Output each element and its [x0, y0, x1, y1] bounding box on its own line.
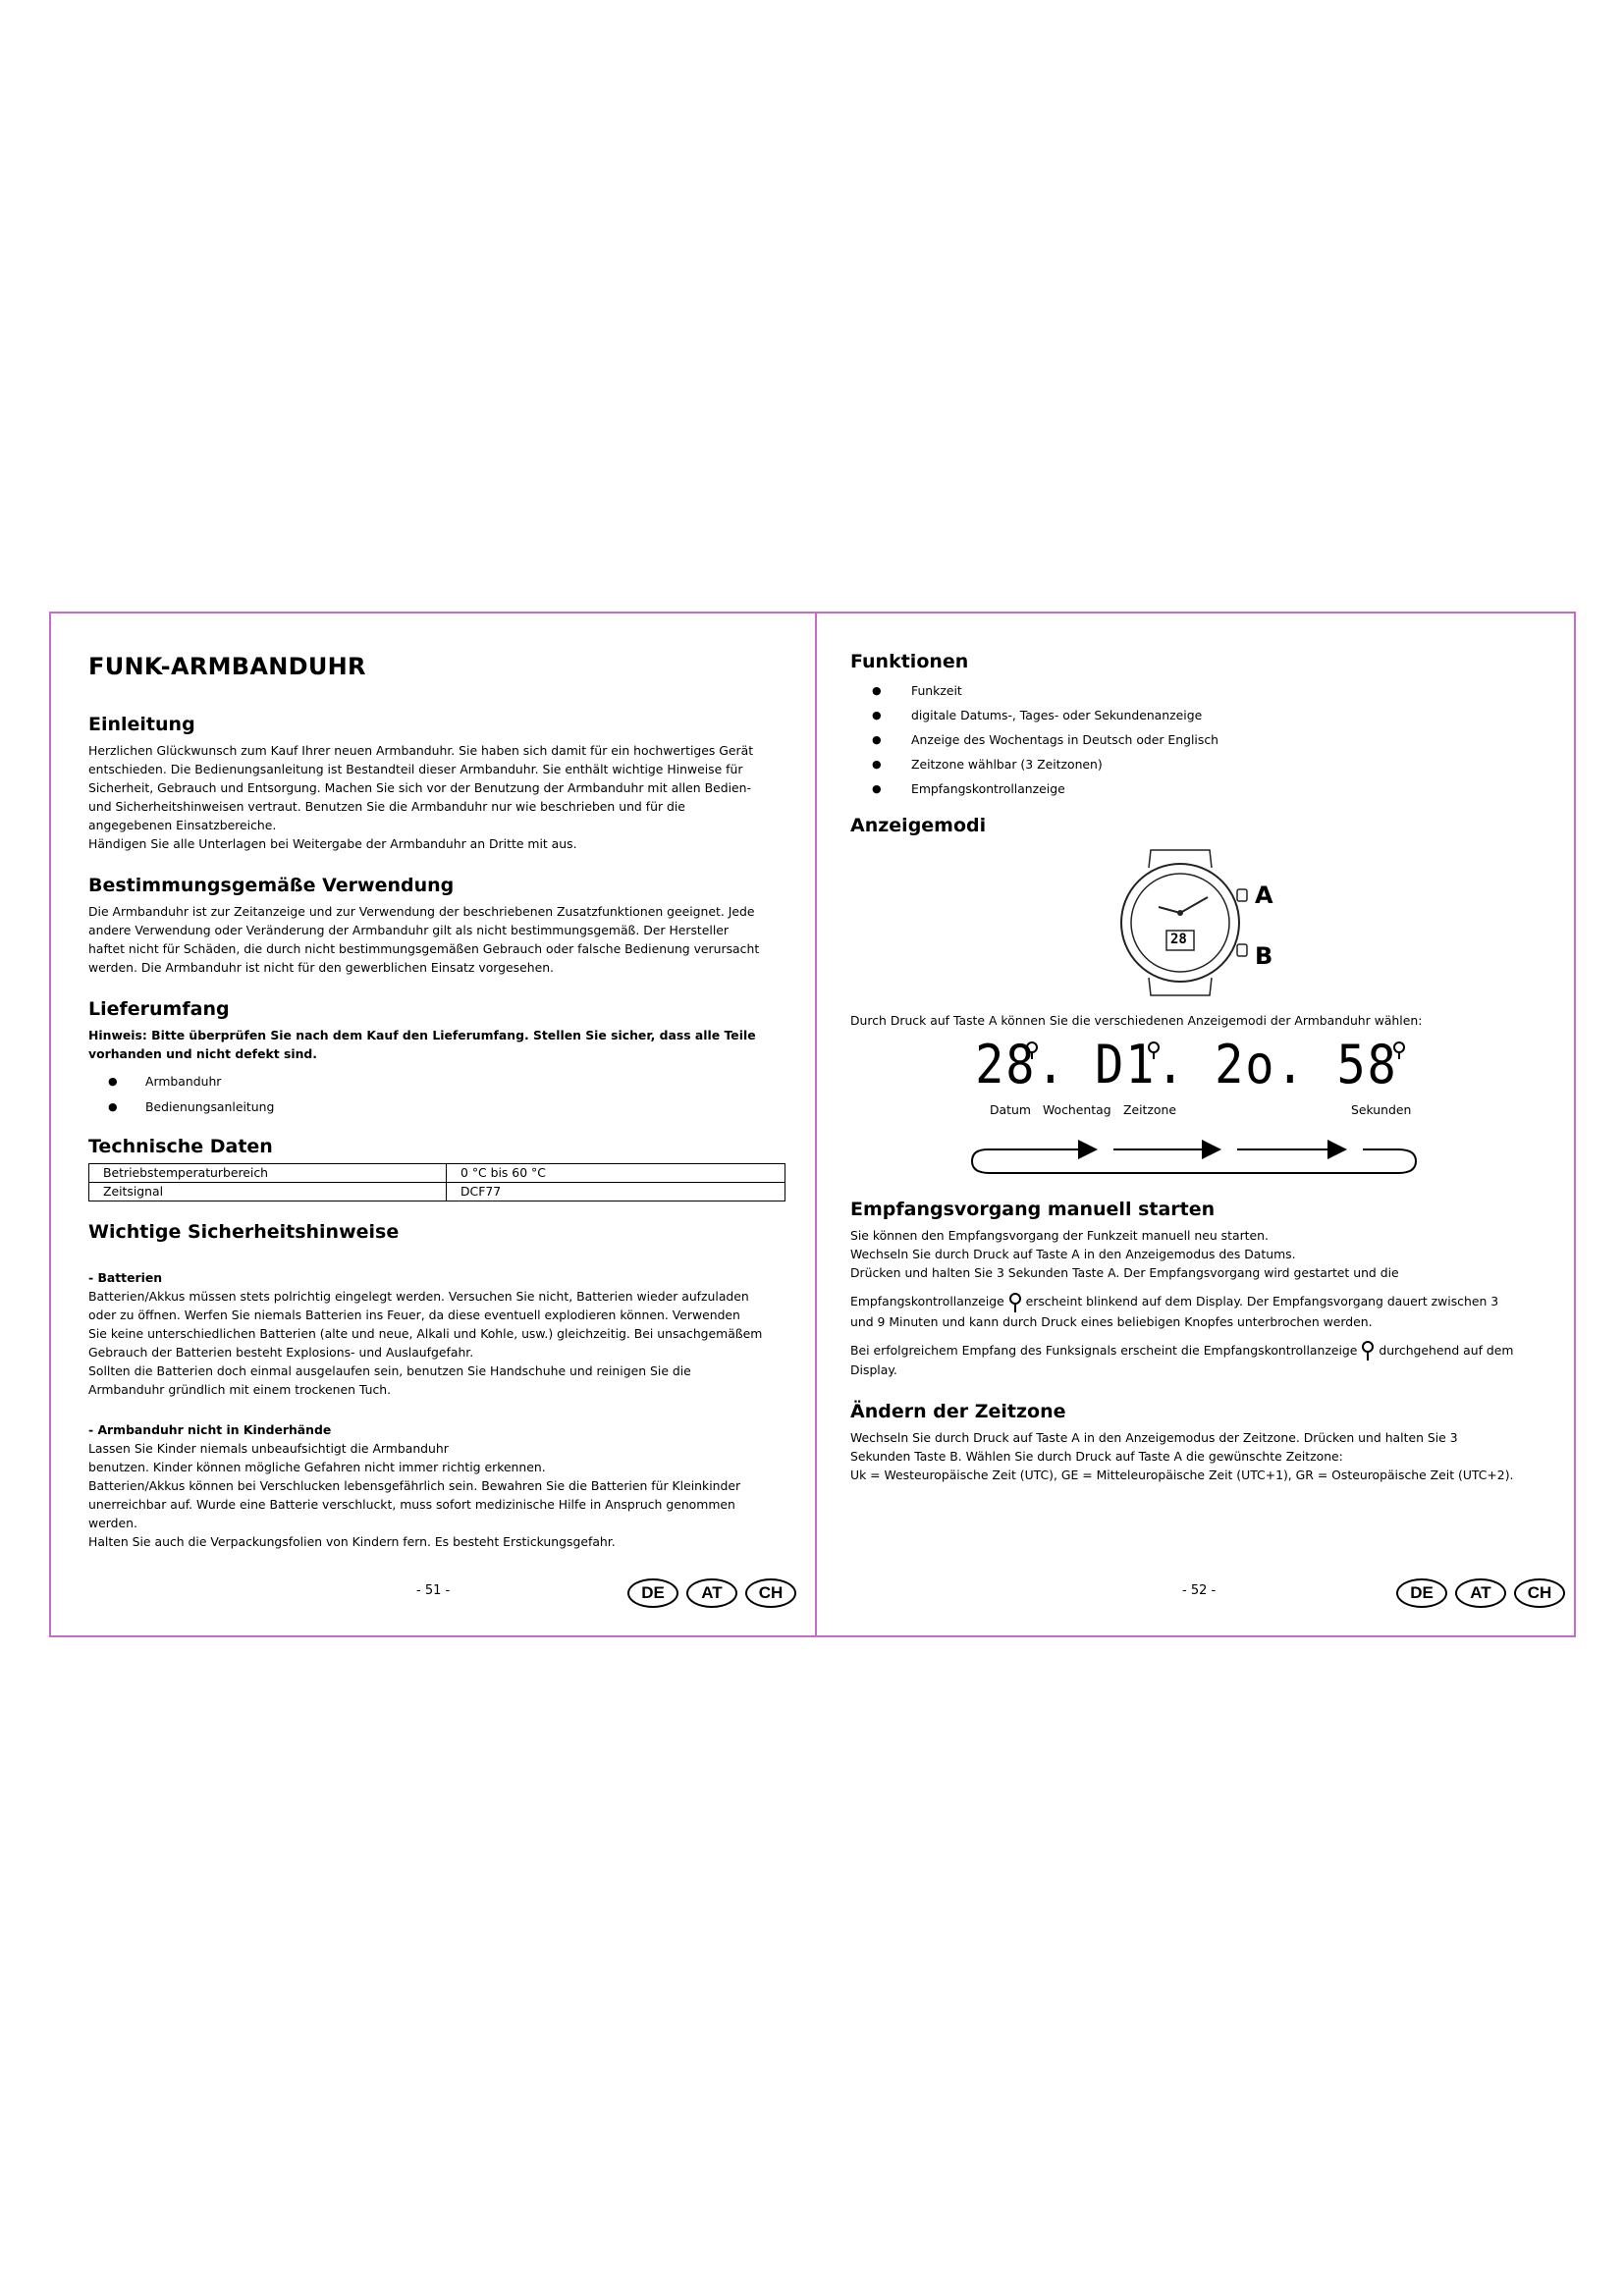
- heading-lieferumfang: Lieferumfang: [88, 998, 230, 1020]
- paragraph-line: Sekunden Taste B. Wählen Sie durch Druck auf Taste A die gewünschte Zeitzone:: [850, 1449, 1343, 1464]
- document-title: FUNK-ARMBANDUHR: [88, 653, 366, 680]
- paragraph-line: [850, 1292, 1558, 1312]
- heading-einleitung: Einleitung: [88, 714, 195, 735]
- section-anzeigemodi: [850, 815, 1558, 1179]
- heading-verwendung: Bestimmungsgemäße Verwendung: [88, 875, 455, 896]
- paragraph-line: Sie keine unterschiedlichen Batterien (alte und neue, Alkali und Kohle, usw.) gleichzeitig. Bei unsachgemäßem: [88, 1326, 763, 1341]
- lcd-weekday-display: D1.: [1095, 1034, 1187, 1095]
- paragraph-line: Sollten die Batterien doch einmal ausgelaufen sein, benutzen Sie Handschuhe und reinigen Sie die: [88, 1363, 691, 1378]
- paragraph-line: Die Armbanduhr ist zur Zeitanzeige und zur Verwendung der beschriebenen Zusatzfunktionen geeignet. Jede: [88, 904, 755, 919]
- table-row: [89, 1164, 785, 1183]
- paragraph-line: Batterien/Akkus müssen stets polrichtig eingelegt werden. Versuchen Sie nicht, Batterien wieder aufzuladen: [88, 1289, 749, 1304]
- heading-sicherheit: Wichtige Sicherheitshinweise: [88, 1221, 400, 1243]
- modes-intro: Durch Druck auf Taste A können Sie die verschiedenen Anzeigemodi der Armbanduhr wählen:: [850, 1013, 1423, 1028]
- watch-lcd-digits: 28: [1170, 932, 1187, 947]
- paragraph-line: haftet nicht für Schäden, die durch nicht bestimmungsgemäßen Gebrauch oder falsche Bedienung verursacht: [88, 941, 760, 956]
- heading-funktionen: Funktionen: [850, 651, 969, 672]
- paragraph-line: Herzlichen Glückwunsch zum Kauf Ihrer neuen Armbanduhr. Sie haben sich damit für ein hochwertiges Gerät: [88, 743, 754, 758]
- paragraph-line: Halten Sie auch die Verpackungsfolien von Kindern fern. Es besteht Erstickungsgefahr.: [88, 1534, 616, 1549]
- text-fragment: durchgehend auf dem: [1379, 1342, 1514, 1358]
- delivery-list: [88, 1069, 795, 1120]
- lcd-timezone-display: 2o.: [1215, 1034, 1307, 1095]
- section-lieferumfang: [88, 998, 795, 1120]
- country-badge-at: AT: [1455, 1578, 1506, 1608]
- country-badge-de: DE: [627, 1578, 678, 1608]
- page-52: [817, 614, 1578, 1635]
- antenna-icon: [1147, 1041, 1161, 1059]
- paragraph-line: Lassen Sie Kinder niemals unbeaufsichtigt die Armbanduhr: [88, 1441, 449, 1456]
- list-item: ● Anzeige des Wochentags in Deutsch oder Englisch: [850, 727, 1558, 752]
- paragraph-line: unerreichbar auf. Wurde eine Batterie verschluckt, muss sofort medizinische Hilfe in Anspruch genommen: [88, 1497, 735, 1512]
- section-einleitung: [88, 714, 795, 853]
- section-verwendung: [88, 875, 795, 977]
- section-zeitzone: [850, 1401, 1558, 1484]
- antenna-icon: [1361, 1341, 1375, 1361]
- paragraph-line: Armbanduhr gründlich mit einem trockenen Tuch.: [88, 1382, 392, 1397]
- paragraph-line: Wechseln Sie durch Druck auf Taste A in den Anzeigemodus des Datums.: [850, 1247, 1296, 1261]
- section-empfang: [850, 1199, 1558, 1379]
- country-badges: [1396, 1578, 1565, 1608]
- paragraph-line: Sie können den Empfangsvorgang der Funkzeit manuell neu starten.: [850, 1228, 1269, 1243]
- paragraph-line: Sicherheit, Gebrauch und Entsorgung. Machen Sie sich vor der Benutzung der Armbanduhr mit allen Bedien-: [88, 780, 751, 795]
- label-datum: Datum: [990, 1102, 1031, 1117]
- country-badge-ch: CH: [1514, 1578, 1565, 1608]
- country-badges: [627, 1578, 796, 1608]
- label-sekunden: Sekunden: [1351, 1102, 1412, 1117]
- table-cell: Betriebstemperaturbereich: [89, 1164, 447, 1183]
- antenna-icon: [1025, 1041, 1039, 1059]
- section-sicherheit: [88, 1221, 795, 1551]
- label-wochentag: Wochentag: [1043, 1102, 1111, 1117]
- paragraph-line: Händigen Sie alle Unterlagen bei Weitergabe der Armbanduhr an Dritte mit aus.: [88, 836, 577, 851]
- paragraph-line: und 9 Minuten und kann durch Druck eines beliebigen Knopfes unterbrochen werden.: [850, 1313, 1373, 1329]
- section-technische-daten: [88, 1136, 795, 1201]
- text-fragment: Bei erfolgreichem Empfang des Funksignals erscheint die Empfangskontrollanzeige: [850, 1342, 1358, 1358]
- lcd-modes: [850, 1036, 1558, 1130]
- hint-line: Hinweis: Bitte überprüfen Sie nach dem Kauf den Lieferumfang. Stellen Sie sicher, dass alle Teile: [88, 1028, 756, 1042]
- mode-cycle-arrows: [966, 1136, 1428, 1179]
- page-number: - 52 -: [1182, 1583, 1217, 1598]
- country-badge-de: DE: [1396, 1578, 1447, 1608]
- paragraph-line: andere Verwendung oder Veränderung der Armbanduhr gilt als nicht bestimmungsgemäß. Der Hersteller: [88, 923, 730, 937]
- lcd-seconds-display: 58: [1336, 1034, 1398, 1095]
- button-a-label: A: [1255, 881, 1273, 909]
- table-cell: 0 °C bis 60 °C: [447, 1164, 785, 1183]
- paragraph-line: Drücken und halten Sie 3 Sekunden Taste A. Der Empfangsvorgang wird gestartet und die: [850, 1265, 1399, 1280]
- country-badge-at: AT: [686, 1578, 737, 1608]
- watch-illustration: [1108, 844, 1284, 1001]
- paragraph-line: Gebrauch der Batterien besteht Explosions- und Auslaufgefahr.: [88, 1345, 474, 1360]
- table-cell: Zeitsignal: [89, 1183, 447, 1201]
- paragraph-line: [850, 1341, 1558, 1362]
- functions-list: [850, 678, 1558, 801]
- paragraph-line: angegebenen Einsatzbereiche.: [88, 818, 277, 832]
- text-fragment: erscheint blinkend auf dem Display. Der Empfangsvorgang dauert zwischen 3: [1025, 1294, 1499, 1308]
- paragraph-line: werden.: [88, 1516, 137, 1530]
- subheading-batterien: - Batterien: [88, 1270, 163, 1285]
- list-item: ● Zeitzone wählbar (3 Zeitzonen): [850, 752, 1558, 776]
- paragraph-line: und Sicherheitshinweisen vertraut. Benutzen Sie die Armbanduhr nur wie beschrieben und für die: [88, 799, 685, 814]
- antenna-icon: [1392, 1041, 1406, 1059]
- list-item: ● digitale Datums-, Tages- oder Sekundenanzeige: [850, 703, 1558, 727]
- list-item: ● Funkzeit: [850, 678, 1558, 703]
- country-badge-ch: CH: [745, 1578, 796, 1608]
- heading-technische-daten: Technische Daten: [88, 1136, 273, 1157]
- table-row: [89, 1183, 785, 1201]
- paragraph-line: werden. Die Armbanduhr ist nicht für den gewerblichen Einsatz vorgesehen.: [88, 960, 554, 975]
- label-zeitzone: Zeitzone: [1123, 1102, 1176, 1117]
- paragraph-line: oder zu öffnen. Werfen Sie niemals Batterien ins Feuer, da diese eventuell explodieren können. Verwenden: [88, 1308, 740, 1322]
- manual-spread: [49, 612, 1576, 1637]
- list-item: ● Armbanduhr: [88, 1069, 795, 1095]
- paragraph-line: benutzen. Kinder können mögliche Gefahren nicht immer richtig erkennen.: [88, 1460, 546, 1474]
- section-funktionen: [850, 651, 1558, 801]
- list-item: ● Bedienungsanleitung: [88, 1095, 795, 1120]
- paragraph-line: Batterien/Akkus können bei Verschlucken lebensgefährlich sein. Bewahren Sie die Batterien für Kleinkinder: [88, 1478, 741, 1493]
- hint-line: vorhanden und nicht defekt sind.: [88, 1046, 317, 1061]
- heading-empfang: Empfangsvorgang manuell starten: [850, 1199, 1216, 1220]
- watch-drawing: [1108, 844, 1284, 1001]
- antenna-icon: [1008, 1293, 1022, 1312]
- page-number: - 51 -: [416, 1583, 451, 1598]
- table-cell: DCF77: [447, 1183, 785, 1201]
- page-51: [51, 614, 815, 1635]
- lcd-date-display: 28.: [975, 1034, 1067, 1095]
- heading-anzeigemodi: Anzeigemodi: [850, 815, 987, 836]
- text-fragment: Empfangskontrollanzeige: [850, 1294, 1004, 1308]
- heading-zeitzone: Ändern der Zeitzone: [850, 1401, 1066, 1422]
- tech-table: [88, 1163, 785, 1201]
- paragraph-line: Display.: [850, 1362, 897, 1377]
- subheading-kinder: - Armbanduhr nicht in Kinderhände: [88, 1422, 332, 1437]
- paragraph-line: entschieden. Die Bedienungsanleitung ist Bestandteil dieser Armbanduhr. Sie enthält wichtige Hinweise für: [88, 762, 743, 776]
- list-item: ● Empfangskontrollanzeige: [850, 776, 1558, 801]
- paragraph-line: Wechseln Sie durch Druck auf Taste A in den Anzeigemodus der Zeitzone. Drücken und halten Sie 3: [850, 1430, 1458, 1445]
- paragraph-line: Uk = Westeuropäische Zeit (UTC), GE = Mitteleuropäische Zeit (UTC+1), GR = Osteuropäische Zeit (UTC+2).: [850, 1468, 1514, 1482]
- button-b-label: B: [1255, 942, 1273, 970]
